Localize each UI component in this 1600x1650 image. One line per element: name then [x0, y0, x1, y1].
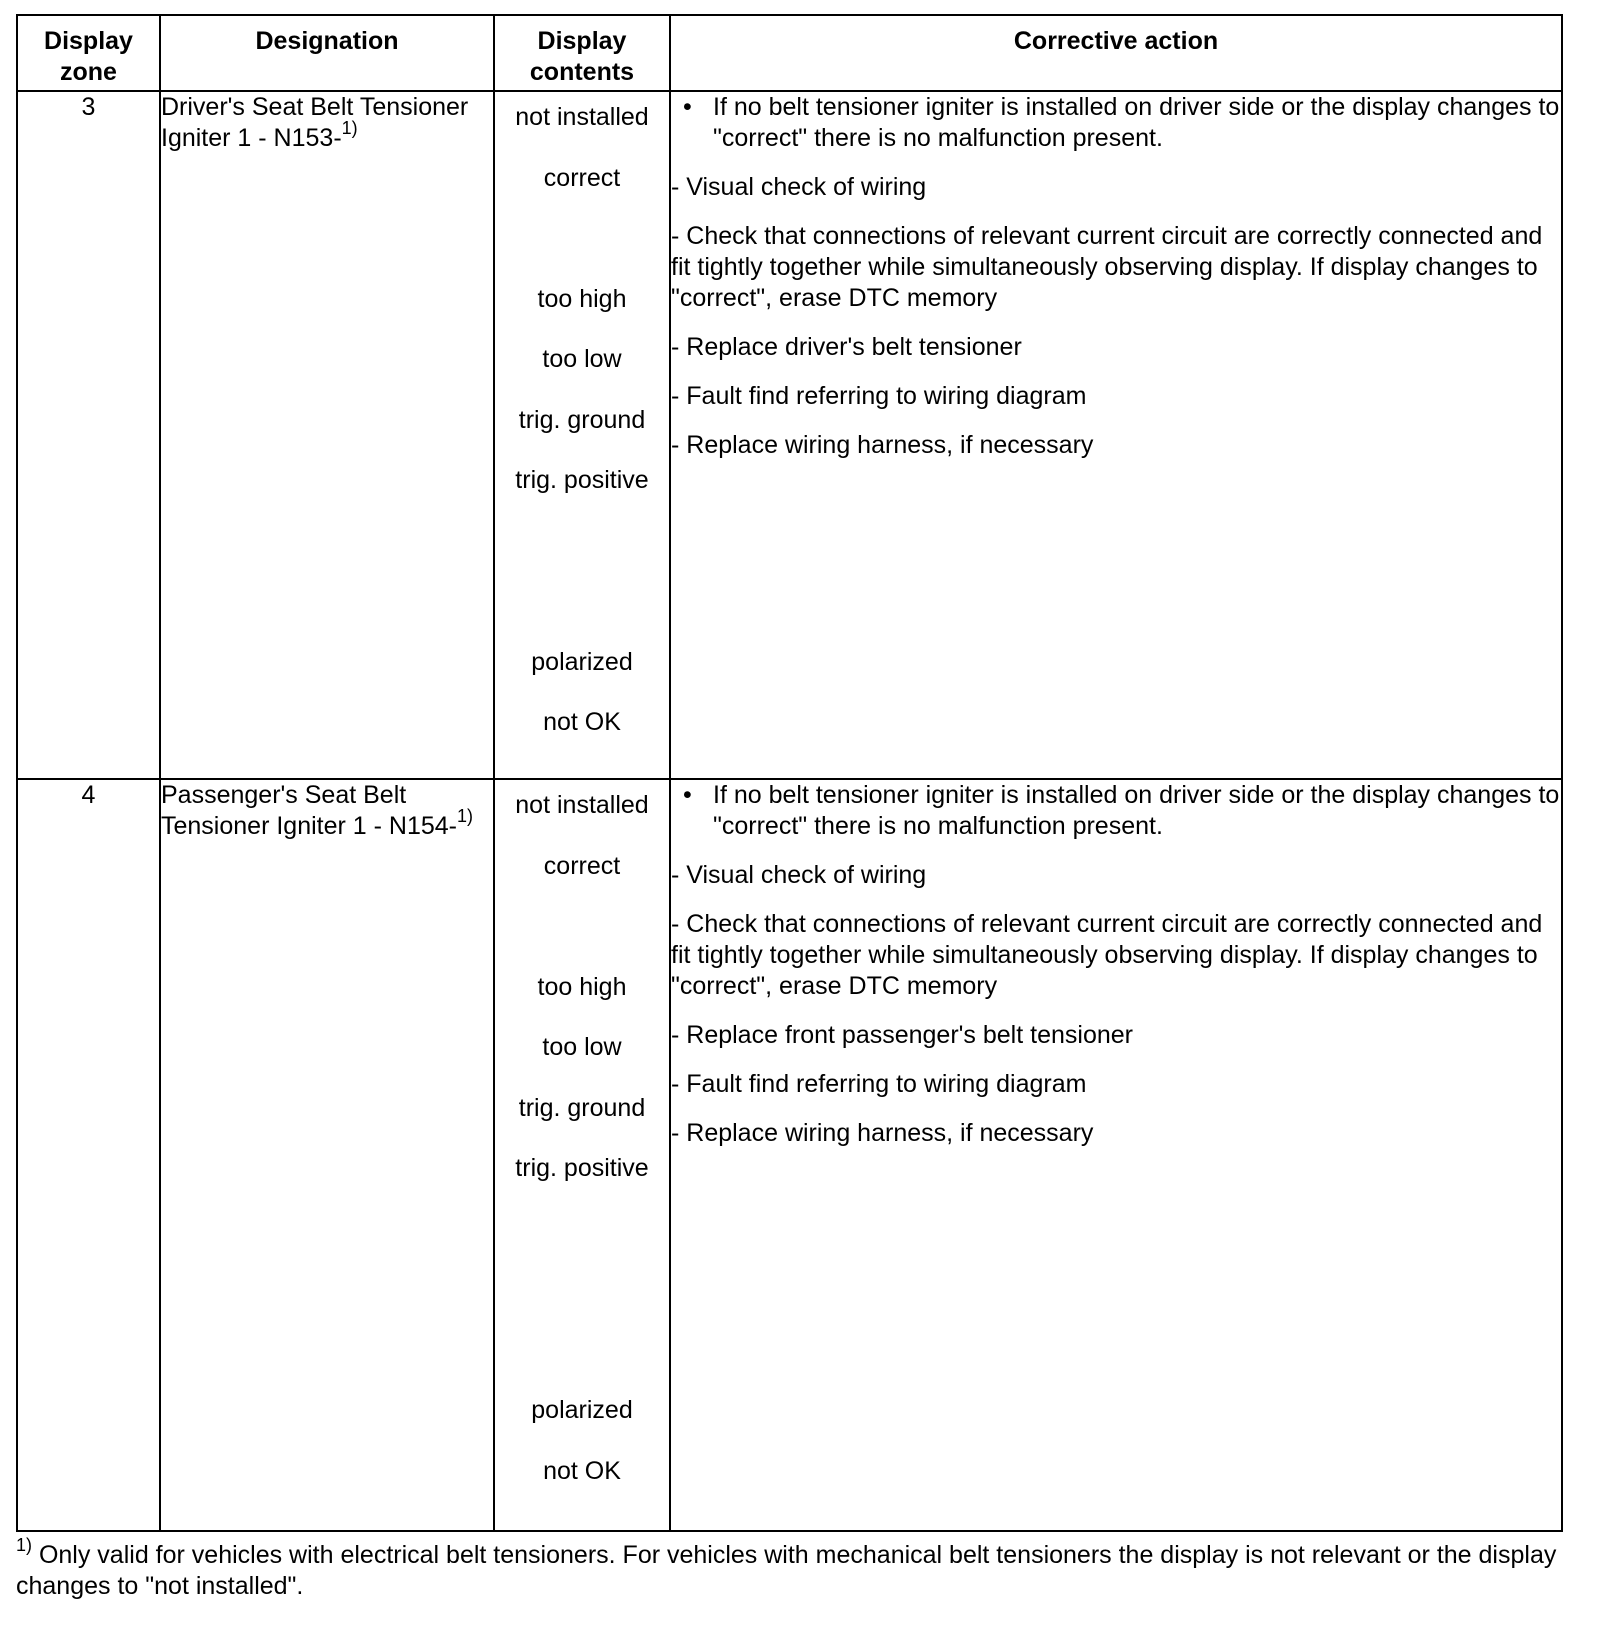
display-value: not installed	[515, 103, 649, 131]
display-value: trig. positive	[515, 466, 649, 494]
bullet-icon: •	[683, 781, 692, 809]
footnote-marker: 1)	[16, 1534, 33, 1555]
table-header-row	[17, 15, 1562, 91]
display-contents-cell	[494, 91, 670, 779]
zone-cell: 4	[17, 779, 160, 1531]
display-contents-cell	[494, 779, 670, 1531]
display-value: not installed	[515, 791, 649, 819]
action-step: - Fault find referring to wiring diagram	[671, 1070, 1087, 1098]
action-step: - Replace wiring harness, if necessary	[671, 431, 1094, 459]
designation-cell: Driver's Seat Belt Tensioner Igniter 1 - N153-$^{1)}$	[160, 91, 494, 779]
footnote-ref: 1)	[456, 805, 473, 826]
display-value: not OK	[543, 708, 621, 736]
header-display-contents: Display contents	[494, 15, 670, 91]
action-bullet: • If no belt tensioner igniter is installed on driver side or the display changes to "correct" there is no malfunction present.	[683, 93, 1560, 152]
display-value: too low	[542, 345, 622, 373]
action-step: - Check that connections of relevant current circuit are correctly connected and fit tightly together while simultaneously observing display. If display changes to "correct", erase DTC memory	[671, 222, 1543, 312]
display-value: not OK	[543, 1457, 621, 1485]
corrective-action-cell	[670, 91, 1562, 779]
action-bullet: • If no belt tensioner igniter is installed on driver side or the display changes to "correct" there is no malfunction present.	[683, 781, 1560, 840]
footnote-text: Only valid for vehicles with electrical belt tensioners. For vehicles with mechanical belt tensioners the display is not relevant or the display changes to "not installed".	[16, 1541, 1557, 1600]
table-row	[17, 91, 1562, 779]
display-value: trig. positive	[515, 1154, 649, 1182]
display-value: too high	[537, 285, 627, 313]
table-row	[17, 779, 1562, 1531]
bullet-icon: •	[683, 93, 692, 121]
display-value: trig. ground	[518, 406, 646, 434]
display-value: polarized	[531, 648, 633, 676]
display-value: polarized	[531, 1396, 633, 1424]
designation-cell: Passenger's Seat Belt Tensioner Igniter 1 - N154-$^{1)}$	[160, 779, 494, 1531]
action-step: - Replace driver's belt tensioner	[671, 333, 1022, 361]
display-value: correct	[543, 852, 621, 880]
action-step: - Visual check of wiring	[671, 861, 927, 889]
header-designation: Designation	[160, 15, 494, 91]
zone-cell: 3	[17, 91, 160, 779]
action-step: - Fault find referring to wiring diagram	[671, 382, 1087, 410]
footnote	[16, 1534, 1561, 1602]
display-value: too low	[542, 1033, 622, 1061]
action-step: - Check that connections of relevant current circuit are correctly connected and fit tightly together while simultaneously observing display. If display changes to "correct", erase DTC memory	[671, 910, 1543, 1000]
action-step: - Visual check of wiring	[671, 173, 927, 201]
display-value: too high	[537, 973, 627, 1001]
diagnostic-table	[16, 14, 1563, 1532]
header-corrective-action: Corrective action	[670, 15, 1562, 91]
document-page	[16, 14, 1561, 1532]
footnote-ref: 1)	[341, 117, 358, 138]
header-display-zone: Display zone	[17, 15, 160, 91]
display-value: correct	[543, 164, 621, 192]
action-step: - Replace front passenger's belt tensioner	[671, 1021, 1133, 1049]
display-value: trig. ground	[518, 1094, 646, 1122]
corrective-action-cell	[670, 779, 1562, 1531]
action-step: - Replace wiring harness, if necessary	[671, 1119, 1094, 1147]
